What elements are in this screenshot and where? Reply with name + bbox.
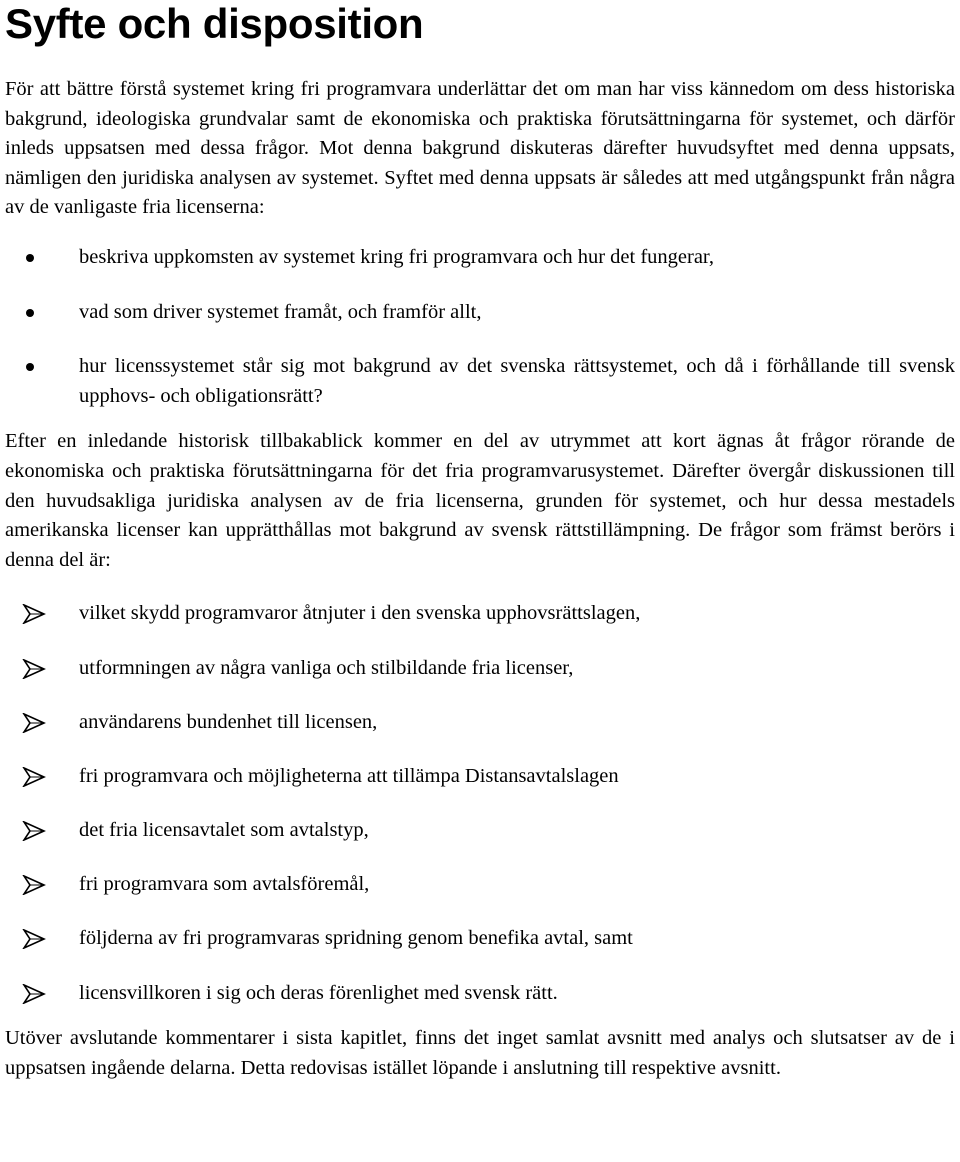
- list-item: [5, 352, 955, 411]
- list-item-text: fri programvara och möjligheterna att tillämpa Distansavtalslagen: [79, 764, 619, 787]
- list-item-text: användarens bundenhet till licensen,: [79, 710, 378, 733]
- list-item: [5, 654, 955, 684]
- list-item-text: följderna av fri programvaras spridning genom benefika avtal, samt: [79, 927, 633, 950]
- arrow-bullet-icon: [22, 929, 46, 949]
- aims-list: [5, 243, 955, 411]
- closing-paragraph: Utöver avslutande kommentarer i sista kapitlet, finns det inget samlat avsnitt med analys och slutsatser av de i uppsatsen ingående delarna. Detta redovisas istället löpande i anslutning till respektive avsnitt.: [5, 1027, 955, 1079]
- arrow-bullet-icon: [22, 821, 46, 841]
- list-item-text: beskriva uppkomsten av systemet kring fri programvara och hur det fungerar,: [79, 245, 715, 268]
- arrow-bullet-icon: [22, 875, 46, 895]
- list-item: [5, 924, 955, 954]
- list-item: [5, 762, 955, 792]
- bullet-dot-icon: [26, 254, 34, 262]
- bullet-dot-icon: [26, 309, 34, 317]
- bullet-dot-icon: [26, 363, 34, 371]
- list-item: [5, 243, 955, 273]
- arrow-bullet-icon: [22, 984, 46, 1004]
- questions-list: [5, 599, 955, 1008]
- document-page: [5, 0, 955, 1083]
- arrow-bullet-icon: [22, 604, 46, 624]
- arrow-bullet-icon: [22, 659, 46, 679]
- section-heading: Syfte och disposition: [5, 0, 424, 47]
- list-item: [5, 870, 955, 900]
- list-item: [5, 979, 955, 1009]
- list-item-text: fri programvara som avtalsföremål,: [79, 873, 370, 896]
- intro-paragraph: För att bättre förstå systemet kring fri programvara underlättar det om man har viss kännedom om dess historiska bakgrund, ideologiska grundvalar samt de ekonomiska och praktiska förutsättningarna för systemet, och därför inleds uppsatsen med dessa frågor. Mot denna bakgrund diskuteras därefter huvudsyftet med denna uppsats, nämligen den juridiska analysen av systemet. Syftet med denna uppsats är således att med utgångspunkt från några av de vanligaste fria licenserna:: [5, 78, 955, 219]
- list-item: [5, 599, 955, 629]
- list-item-text: vilket skydd programvaror åtnjuter i den svenska upphovsrättslagen,: [79, 602, 641, 625]
- outline-paragraph: Efter en inledande historisk tillbakablick kommer en del av utrymmet att kort ägnas åt frågor rörande de ekonomiska och praktiska förutsättningarna för det fria programvarusystemet. Därefter övergår diskussionen till den huvudsakliga juridiska analysen av de fria licenserna, grunden för systemet, och hur dessa mestadels amerikanska licenser kan upprätthållas mot bakgrund av svensk rättstillämpning. De frågor som främst berörs i denna del är:: [5, 430, 955, 571]
- list-item-text: det fria licensavtalet som avtalstyp,: [79, 819, 369, 842]
- list-item-text: vad som driver systemet framåt, och framför allt,: [79, 300, 482, 323]
- list-item: [5, 816, 955, 846]
- list-item: [5, 298, 955, 328]
- arrow-bullet-icon: [22, 767, 46, 787]
- list-item: [5, 708, 955, 738]
- list-item-text: hur licenssystemet står sig mot bakgrund av det svenska rättsystemet, och då i förhållande till svensk upphovs- och obligationsrätt?: [79, 355, 955, 407]
- arrow-bullet-icon: [22, 713, 46, 733]
- list-item-text: licensvillkoren i sig och deras förenlighet med svensk rätt.: [79, 981, 558, 1004]
- list-item-text: utformningen av några vanliga och stilbildande fria licenser,: [79, 656, 574, 679]
